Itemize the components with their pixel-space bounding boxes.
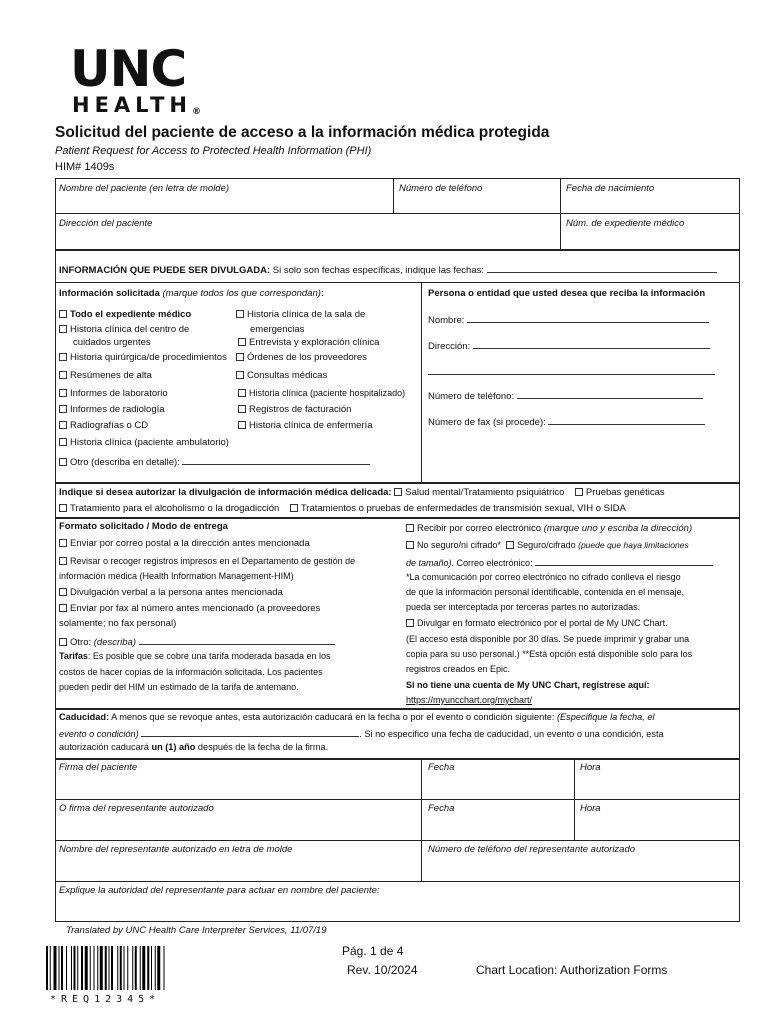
fees-label: Tarifas: [59, 651, 88, 661]
sensitive-opt1: Salud mental/Tratamiento psiquiátrico: [405, 487, 565, 498]
fees-line3: pueden pedir del HIM un estimado de la tarifa de antemano.: [59, 682, 299, 692]
barcode-bar: [50, 946, 51, 990]
divider: [55, 840, 740, 841]
expiration-text3b: un (1) año: [151, 742, 196, 752]
divider: [55, 881, 740, 882]
revision: Rev. 10/2024: [347, 963, 418, 977]
recipient-fax-label: Número de fax (si procede):: [428, 417, 546, 428]
requested-heading-note: (marque todos los que correspondan): [162, 288, 321, 299]
recipient-fax: [428, 415, 705, 428]
checkbox-outpatient[interactable]: [59, 437, 229, 448]
divider: [55, 799, 740, 800]
checkbox[interactable]: [238, 338, 246, 346]
checkbox-label: Radiografías o CD: [70, 420, 149, 431]
format-email-options: [406, 540, 689, 550]
barcode-bar: [74, 946, 76, 990]
checkbox-std[interactable]: [290, 504, 298, 512]
checkbox-nursing[interactable]: [238, 420, 373, 431]
barcode-bar: [66, 946, 67, 990]
expiration-line3: [59, 742, 328, 752]
barcode-bar: [85, 946, 88, 990]
checkbox-label: Informes de laboratorio: [70, 388, 168, 399]
expiration-text1: A menos que se revoque antes, esta autorización caducará en la fecha o por el evento o condición siguiente:: [111, 712, 555, 722]
expiration-note2: evento o condición): [59, 729, 139, 739]
checkbox[interactable]: [236, 371, 244, 379]
email-warning-3: pueda ser interceptada por terceras partes no autorizadas.: [406, 602, 641, 612]
translated-note: Translated by UNC Health Care Interpreter Services, 11/07/19: [66, 925, 327, 936]
email-address-line: [406, 556, 713, 568]
checkbox[interactable]: [238, 389, 246, 397]
format-pickup[interactable]: [59, 556, 355, 566]
rep-time-field[interactable]: Hora: [580, 803, 601, 814]
checkbox-label: Registros de facturación: [249, 404, 352, 415]
barcode-bar: [94, 946, 95, 990]
checkbox[interactable]: [59, 638, 67, 646]
unencrypted-label: No seguro/ni cifrado*: [417, 540, 502, 550]
checkbox[interactable]: [406, 524, 414, 532]
expiration-note1: (Especifique la fecha, el: [556, 712, 655, 722]
checkbox-label: Informes de radiología: [70, 404, 165, 415]
format-mail[interactable]: [59, 538, 310, 549]
checkbox[interactable]: [238, 405, 246, 413]
checkbox[interactable]: [406, 619, 414, 627]
fees-text1: : Es posible que se cobre una tarifa moderada basada en los: [87, 651, 331, 661]
checkbox[interactable]: [59, 310, 67, 318]
checkbox-unencrypted[interactable]: [406, 541, 414, 549]
fees-line1: [59, 651, 331, 661]
expiration-text3c: después de la fecha de la firma.: [197, 742, 329, 752]
format-verbal[interactable]: [59, 587, 283, 598]
sensitive-heading: Indique si desea autorizar la divulgación de información médica delicada:: [59, 487, 392, 498]
format-pickup-cont: información médica (Health Information Management-HIM): [59, 571, 294, 581]
checkbox-inpatient[interactable]: [238, 388, 405, 398]
checkbox-billing[interactable]: [238, 404, 351, 415]
patient-date-field[interactable]: Fecha: [428, 762, 455, 773]
format-heading: Formato solicitado / Modo de entrega: [59, 521, 228, 532]
recipient-address-input-2[interactable]: [428, 365, 715, 375]
unc-logo-mark: UNC: [70, 40, 187, 98]
requested-heading-text: Información solicitada: [59, 288, 160, 299]
chart-location: Chart Location: Authorization Forms: [476, 963, 668, 977]
mrn-field[interactable]: Núm. de expediente médico: [566, 218, 685, 229]
format-fax-label: Enviar por fax al número antes mencionado (a proveedores: [70, 603, 321, 614]
logo-health-text: HEALTH: [72, 93, 192, 117]
barcode-bar: [77, 946, 78, 990]
checkbox-er[interactable]: [236, 309, 365, 320]
barcode-bar: [142, 946, 145, 990]
recipient-address-line2: [428, 365, 715, 378]
checkbox[interactable]: [236, 310, 244, 318]
checkbox-xray[interactable]: [59, 420, 148, 431]
sensitive-opt4: Tratamientos o pruebas de enfermedades de transmisión sexual, VIH o SIDA: [300, 503, 626, 514]
email-warning-1: *La comunicación por correo electrónico no cifrado conlleva el riesgo: [406, 572, 681, 582]
checkbox-urgent-care[interactable]: [59, 324, 189, 335]
form-number: HIM# 1409s: [55, 161, 115, 173]
portal-note-2: copia para su uso personal.) **Está opción está disponible solo para los: [406, 649, 693, 659]
barcode-bar: [61, 946, 63, 990]
portal-signup: Si no tiene una cuenta de My UNC Chart, regístrese aquí:: [406, 680, 650, 690]
checkbox[interactable]: [59, 405, 67, 413]
barcode-bar: [71, 946, 72, 990]
checkbox-interview[interactable]: [238, 337, 379, 348]
expiration-line1: [59, 712, 655, 722]
checkbox-substance[interactable]: [59, 504, 67, 512]
recipient-address-input[interactable]: [473, 339, 710, 349]
checkbox-consults[interactable]: [236, 370, 327, 381]
recipient-name-input[interactable]: [467, 313, 709, 323]
phone-field[interactable]: Número de teléfono: [399, 183, 483, 194]
barcode-bar: [59, 946, 60, 990]
barcode-bar: [132, 946, 133, 990]
disclose-line: [59, 263, 717, 276]
checkbox[interactable]: [59, 588, 67, 596]
fees-line2: costos de hacer copias de la información solicitada. Los pacientes: [59, 667, 323, 677]
rep-name-field[interactable]: Nombre del representante autorizado en letra de molde: [59, 844, 293, 855]
sensitive-opt3: Tratamiento para el alcoholismo o la drogadicción: [70, 503, 280, 514]
format-other-label: Otro:: [70, 637, 92, 648]
barcode-bar: [124, 946, 125, 990]
other-input[interactable]: [182, 455, 370, 465]
rep-phone-field[interactable]: Número de teléfono del representante autorizado: [428, 844, 636, 855]
format-portal[interactable]: [406, 618, 668, 628]
requested-heading: [59, 288, 324, 299]
format-email-note: (marque uno y escriba la dirección): [543, 523, 693, 534]
portal-note-3: registros creados en Epic.: [406, 664, 511, 674]
barcode-bar: [54, 946, 57, 990]
size-note: de tamaño): [406, 558, 452, 568]
recipient-heading: Persona o entidad que usted desea que reciba la información: [428, 288, 706, 299]
sensitive-line2: [59, 503, 626, 514]
encrypted-note: (puede que haya limitaciones: [578, 540, 689, 550]
barcode-bar: [109, 946, 110, 990]
barcode-bar: [151, 946, 152, 990]
format-other[interactable]: [59, 635, 335, 648]
barcode-bar: [117, 946, 118, 990]
checkbox[interactable]: [59, 353, 67, 361]
checkbox-label: Historia clínica (paciente ambulatorio): [70, 437, 229, 448]
rep-authority-field[interactable]: Explique la autoridad del representante para actuar en nombre del paciente:: [59, 885, 380, 896]
email-warning-2: de que la información personal identificable, contenida en el mensaje,: [406, 587, 685, 597]
barcode-bar: [90, 946, 91, 990]
format-verbal-label: Divulgación verbal a la persona antes mencionada: [70, 587, 283, 598]
checkbox-radiology[interactable]: [59, 404, 165, 415]
barcode-text: *REQ12345*: [50, 994, 161, 1005]
checkbox-label-cont: emergencias: [250, 324, 305, 335]
rep-date-field[interactable]: Fecha: [428, 803, 455, 814]
expiration-label: Caducidad:: [59, 712, 110, 722]
format-mail-label: Enviar por correo postal a la dirección antes mencionada: [70, 538, 310, 549]
disclose-heading: INFORMACIÓN QUE PUEDE SER DIVULGADA:: [59, 265, 271, 276]
checkbox-orders[interactable]: [236, 352, 367, 363]
barcode-icon: [46, 946, 192, 990]
format-portal-label: Divulgar en formato electrónico por el portal de My UNC Chart.: [417, 618, 668, 628]
sensitive-line1: [59, 487, 665, 498]
format-email[interactable]: [406, 523, 692, 534]
checkbox[interactable]: [59, 421, 67, 429]
email-label: . Correo electrónico:: [451, 558, 533, 568]
barcode-bar: [164, 946, 165, 990]
format-other-note: (describa): [93, 637, 137, 648]
recipient-name: [428, 313, 709, 326]
checkbox-mental-health[interactable]: [394, 488, 402, 496]
recipient-address: [428, 339, 710, 352]
recipient-phone-label: Número de teléfono:: [428, 391, 515, 402]
dob-field[interactable]: Fecha de nacimiento: [566, 183, 655, 194]
checkbox-full-record[interactable]: [59, 309, 191, 320]
format-other-input[interactable]: [139, 635, 335, 645]
patient-time-field[interactable]: Hora: [580, 762, 601, 773]
barcode-bar: [111, 946, 113, 990]
barcode-bar: [157, 946, 160, 990]
barcode-bar: [127, 946, 128, 990]
barcode-bar: [81, 946, 83, 990]
form-subtitle: Patient Request for Access to Protected Health Information (PHI): [55, 145, 372, 157]
checkbox[interactable]: [59, 458, 67, 466]
divider: [560, 178, 561, 250]
checkbox-label: Resúmenes de alta: [70, 370, 152, 381]
checkbox-lab[interactable]: [59, 388, 168, 399]
expiration-text2: . Si no especifico una fecha de caducidad, un evento o una condición, esta: [359, 729, 664, 739]
format-email-label: Recibir por correo electrónico: [417, 523, 542, 534]
checkbox-label: Historia clínica de la sala de: [247, 309, 366, 320]
patient-signature-field[interactable]: Firma del paciente: [59, 762, 138, 773]
divider: [574, 759, 575, 840]
checkbox-label: Consultas médicas: [247, 370, 328, 381]
recipient-fax-input[interactable]: [548, 415, 705, 425]
format-pickup-label: Revisar o recoger registros impresos en el Departamento de gestión de: [70, 556, 356, 566]
expiration-input[interactable]: [141, 727, 359, 737]
checkbox-label: Historia clínica de enfermería: [249, 420, 373, 431]
disclose-text: Si solo son fechas específicas, indique las fechas:: [272, 265, 484, 276]
checkbox-surgical[interactable]: [59, 352, 227, 363]
barcode-bar: [135, 946, 137, 990]
divider: [421, 759, 422, 881]
checkbox[interactable]: [238, 421, 246, 429]
checkbox-label: Entrevista y exploración clínica: [249, 337, 380, 348]
checkbox[interactable]: [59, 539, 67, 547]
expiration-line2: [59, 727, 664, 739]
recipient-phone: [428, 389, 703, 402]
checkbox-label: Órdenes de los proveedores: [247, 352, 367, 363]
form-title: Solicitud del paciente de acceso a la información médica protegida: [55, 124, 550, 141]
divider: [55, 213, 740, 214]
format-fax[interactable]: [59, 603, 320, 614]
encrypted-label: Seguro/cifrado: [517, 540, 576, 550]
unc-logo-health: [72, 93, 201, 117]
checkbox[interactable]: [59, 604, 67, 612]
requested-heading-colon: :: [320, 288, 325, 299]
logo-registered: ®: [191, 107, 201, 117]
barcode-bar: [155, 946, 156, 990]
expiration-text3a: autorización caducará: [59, 742, 149, 752]
barcode-bar: [120, 946, 122, 990]
recipient-name-label: Nombre:: [428, 315, 465, 326]
checkbox-other[interactable]: [59, 455, 370, 468]
portal-note-1: (El acceso está disponible por 30 días. Se puede imprimir y grabar una: [406, 634, 690, 644]
checkbox-discharge[interactable]: [59, 370, 152, 381]
checkbox-label: Historia clínica (paciente hospitalizado): [249, 388, 406, 398]
barcode-bar: [100, 946, 103, 990]
divider: [421, 282, 422, 483]
barcode-bar: [105, 946, 107, 990]
portal-link[interactable]: https://myuncchart.org/mychart/: [406, 695, 533, 705]
checkbox[interactable]: [59, 389, 67, 397]
checkbox-label: Todo el expediente médico: [70, 309, 192, 320]
format-fax-cont: solamente; no fax personal): [59, 618, 177, 629]
checkbox-label: Historia clínica del centro de: [70, 324, 190, 335]
checkbox-label: Otro (describa en detalle):: [70, 457, 180, 468]
rep-signature-field[interactable]: O firma del representante autorizado: [59, 803, 214, 814]
checkbox-label: Historia quirúrgica/de procedimientos: [70, 352, 227, 363]
checkbox-encrypted[interactable]: [506, 541, 514, 549]
recipient-phone-input[interactable]: [517, 389, 703, 399]
barcode-bar: [140, 946, 141, 990]
checkbox[interactable]: [59, 371, 67, 379]
barcode-bar: [97, 946, 98, 990]
dates-input[interactable]: [487, 263, 717, 273]
checkbox[interactable]: [236, 353, 244, 361]
email-input[interactable]: [535, 556, 713, 566]
patient-name-field[interactable]: Nombre del paciente (en letra de molde): [59, 183, 230, 194]
checkbox-genetic[interactable]: [575, 488, 583, 496]
recipient-address-label: Dirección:: [428, 341, 471, 352]
barcode-bar: [46, 946, 48, 990]
checkbox[interactable]: [59, 557, 67, 565]
barcode-bar: [147, 946, 149, 990]
sensitive-opt2: Pruebas genéticas: [585, 487, 665, 498]
divider: [393, 178, 394, 213]
page-number: Pág. 1 de 4: [342, 944, 404, 958]
checkbox-label-cont: cuidados urgentes: [73, 337, 151, 348]
checkbox[interactable]: [59, 438, 67, 446]
address-field[interactable]: Dirección del paciente: [59, 218, 153, 229]
divider: [55, 282, 740, 283]
checkbox[interactable]: [59, 325, 67, 333]
